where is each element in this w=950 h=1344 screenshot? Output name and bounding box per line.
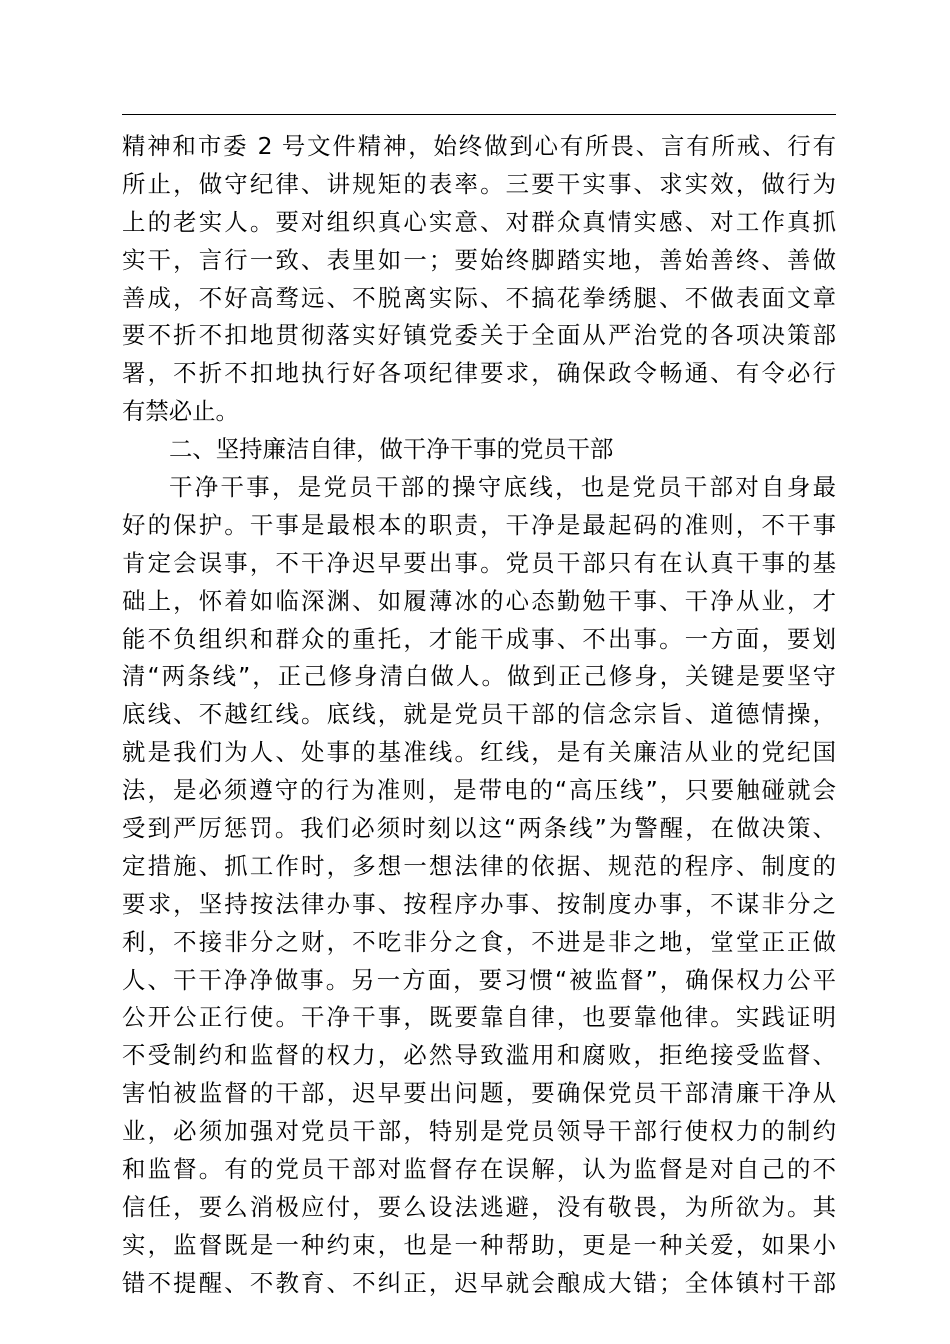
text-line: 就是我们为人、处事的基准线。红线，是有关廉洁从业的党纪国 — [122, 738, 836, 767]
text-line: 信任，要么消极应付，要么设法逃避，没有敬畏，为所欲为。其 — [122, 1192, 836, 1221]
header-rule — [122, 114, 836, 115]
text-line: 人、干干净净做事。另一方面，要习惯“被监督”，确保权力公平 — [122, 965, 836, 994]
text-line: 能不负组织和群众的重托，才能干成事、不出事。一方面，要划 — [122, 624, 836, 653]
text-line: 肯定会误事，不干净迟早要出事。党员干部只有在认真干事的基 — [122, 548, 836, 577]
text-line: 公开公正行使。干净干事，既要靠自律，也要靠他律。实践证明 — [122, 1003, 836, 1032]
text-line: 干净干事，是党员干部的操守底线，也是党员干部对自身最 — [169, 473, 836, 502]
text-line: 精神和市委 2 号文件精神，始终做到心有所畏、言有所戒、行有 — [122, 132, 836, 160]
text-line: 定措施、抓工作时，多想一想法律的依据、规范的程序、制度的 — [122, 851, 836, 880]
text-line: 善成，不好高骛远、不脱离实际、不搞花拳绣腿、不做表面文章 — [122, 283, 836, 312]
text-line: 好的保护。干事是最根本的职责，干净是最起码的准则，不干事 — [122, 510, 836, 539]
text-line: 利，不接非分之财，不吃非分之食，不进是非之地，堂堂正正做 — [122, 927, 836, 956]
text-line: 础上，怀着如临深渊、如履薄冰的心态勤勉干事、干净从业，才 — [122, 586, 836, 615]
text-line: 实干，言行一致、表里如一；要始终脚踏实地，善始善终、善做 — [122, 245, 836, 274]
text-line: 底线、不越红线。底线，就是党员干部的信念宗旨、道德情操， — [122, 700, 836, 729]
text-line: 有禁必止。 — [122, 397, 239, 426]
text-line: 署，不折不扣地执行好各项纪律要求，确保政令畅通、有令必行 — [122, 359, 836, 388]
document-body — [122, 128, 836, 1303]
text-line: 清“两条线”，正己修身清白做人。做到正己修身，关键是要坚守 — [122, 662, 836, 691]
text-line: 实，监督既是一种约束，也是一种帮助，更是一种关爱，如果小 — [122, 1230, 836, 1259]
text-line: 业，必须加强对党员干部，特别是党员领导干部行使权力的制约 — [122, 1117, 836, 1146]
text-line: 所止，做守纪律、讲规矩的表率。三要干实事、求实效，做行为 — [122, 169, 836, 198]
text-line: 要不折不扣地贯彻落实好镇党委关于全面从严治党的各项决策部 — [122, 321, 836, 350]
section-heading: 二、坚持廉洁自律，做干净干事的党员干部 — [169, 435, 614, 464]
text-line: 法，是必须遵守的行为准则，是带电的“高压线”，只要触碰就会 — [122, 776, 836, 805]
text-line: 要求，坚持按法律办事、按程序办事、按制度办事，不谋非分之 — [122, 889, 836, 918]
text-line: 上的老实人。要对组织真心实意、对群众真情实感、对工作真抓 — [122, 207, 836, 236]
text-line: 不受制约和监督的权力，必然导致滥用和腐败，拒绝接受监督、 — [122, 1041, 836, 1070]
text-line: 受到严厉惩罚。我们必须时刻以这“两条线”为警醒，在做决策、 — [122, 814, 836, 843]
text-line: 害怕被监督的干部，迟早要出问题，要确保党员干部清廉干净从 — [122, 1079, 836, 1108]
text-line: 错不提醒、不教育、不纠正，迟早就会酿成大错；全体镇村干部 — [122, 1268, 836, 1297]
text-line: 和监督。有的党员干部对监督存在误解，认为监督是对自己的不 — [122, 1155, 836, 1184]
